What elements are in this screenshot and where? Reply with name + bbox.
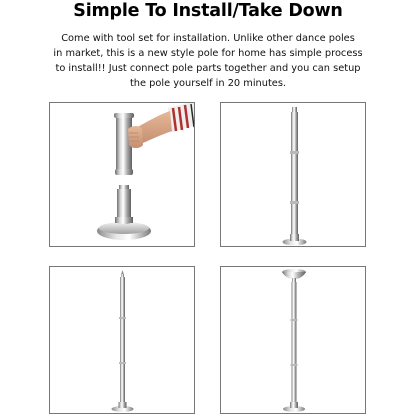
- pole-icon: [221, 267, 366, 414]
- description-line: the pole yourself in 20 minutes.: [129, 78, 287, 89]
- hand-holding-pole-icon: [50, 103, 195, 247]
- description-line: to install!! Just connect pole parts together and you can setup: [55, 63, 361, 74]
- panel-pole-lower-section: [220, 102, 366, 247]
- description-text: [10, 31, 406, 91]
- panel-pole-full-plain-top: [49, 266, 195, 414]
- pole-shaft: [291, 112, 298, 236]
- pole-icon: [221, 103, 366, 247]
- pole-shaft: [120, 277, 125, 404]
- pole-shaft: [292, 282, 297, 404]
- description-line: Come with tool set for installation. Unlike other dance poles: [61, 33, 355, 44]
- lower-pole-section: [117, 189, 131, 219]
- pole-icon: [50, 267, 195, 414]
- sleeve: [168, 103, 195, 133]
- page-title: Simple To Install/Take Down: [73, 1, 343, 21]
- description-line: in market, this is a new style pole for home has simple process: [53, 48, 363, 59]
- panel-pole-full-dome-top: [220, 266, 366, 414]
- panel-hand-assembly: [49, 102, 195, 247]
